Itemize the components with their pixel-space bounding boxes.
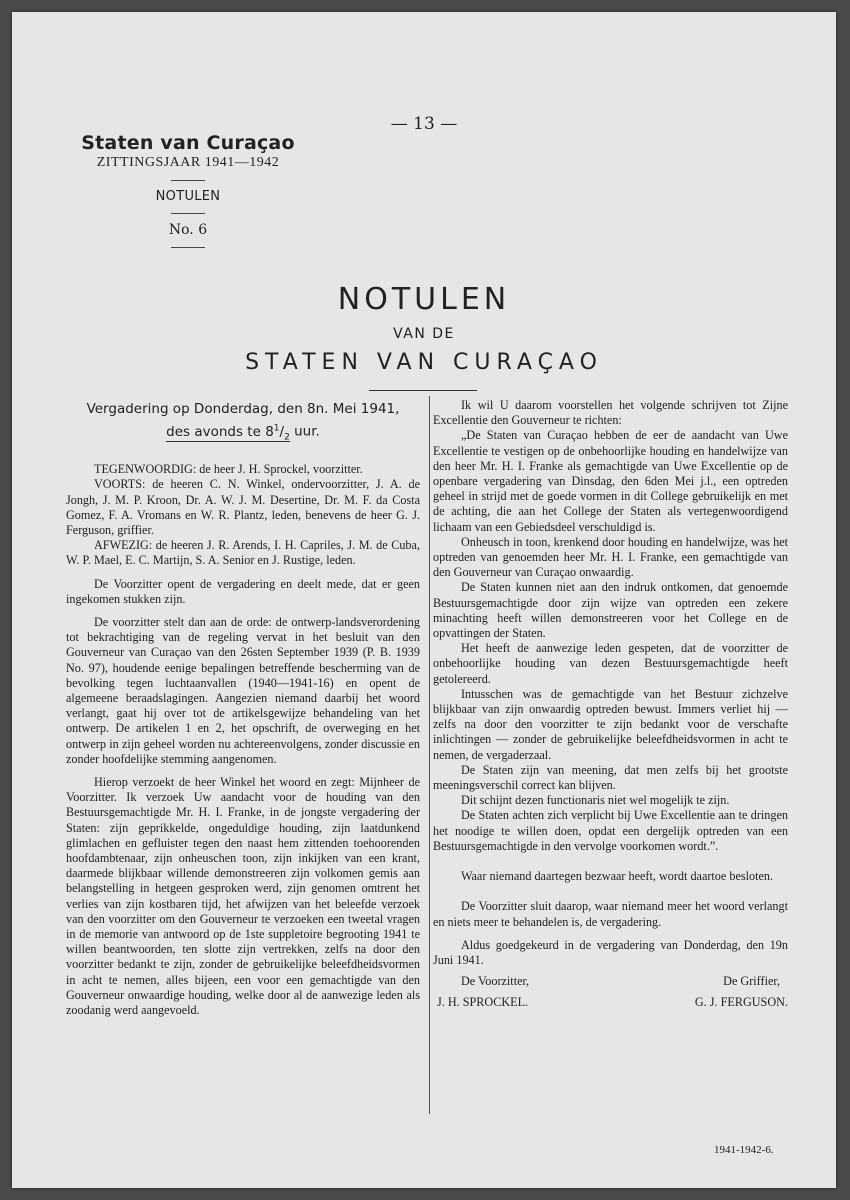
signature-roles bbox=[433, 974, 788, 989]
masthead-section: NOTULEN bbox=[155, 189, 221, 204]
masthead-divider bbox=[171, 247, 205, 248]
column-divider bbox=[429, 396, 430, 1114]
letter-paragraph: „De Staten van Curaçao hebben de eer de aandacht van Uwe Excellentie te vestigen op de onbehoorlijke houding en handelwijze van den heer Mr. H. I. Franke als gemachtigde van Uwe Excellentie op de openbare vergadering van Dinsdag, den 6den Mei j.l., een optreden geheel in strijd met de goede vormen in dit College gebruikelijk en met de achting, die aan het College der Staten als vertegenwoordigend lichaam van een Gebiedsdeel verschuldigd is. bbox=[433, 428, 788, 534]
left-column bbox=[66, 400, 420, 1018]
sub-title: VAN DE bbox=[393, 326, 455, 342]
letter-paragraph: Het heeft de aanwezige leden gespeten, dat de voorzitter de onbehoorlijke houding van dezen Bestuursgemachtigde heeft getolereerd. bbox=[433, 641, 788, 686]
agenda-paragraph: De voorzitter stelt dan aan de orde: de ontwerp-landsverordening tot bekrachtiging van de regeling vervat in het besluit van den Gouverneur van Curaçao van den 26sten September 1939 (P. B. 1939 No. 97), houdende eenige bepalingen betreffende bescherming van de bevolking tegen luchtaanvallen (1940—1941-16) en opent de algemeene beraadslagingen. Aangezien niemand daarbij het woord verlangt, gaat hij over tot de artikelsgewijze behandeling van het ontwerp. De artikelen 1 en 2, het opschrift, de overweging en het ontwerp in zijn geheel worden nu achtereenvolgens, zonder discussie en zonder hoofdelijke stemming aangenomen. bbox=[66, 615, 420, 766]
also-present-paragraph: VOORTS: de heeren C. N. Winkel, ondervoorzitter, J. A. de Jongh, J. M. P. Kroon, Dr. A. W. J. M. Desertine, Dr. M. F. da Costa Gomez, F. A. Vromans en W. R. Plantz, leden, benevens de heer G. J. Ferguson, griffier. bbox=[66, 477, 420, 537]
right-column bbox=[433, 398, 788, 1011]
opening-paragraph: De Voorzitter opent de vergadering en deelt mede, dat er geen ingekomen stukken zijn. bbox=[66, 576, 420, 606]
page-number: — 13 — bbox=[390, 114, 458, 134]
masthead-divider bbox=[171, 180, 205, 181]
title-underline bbox=[369, 390, 477, 391]
masthead-session: ZITTINGSJAAR 1941—1942 bbox=[96, 155, 280, 170]
masthead bbox=[78, 132, 298, 256]
closing-paragraph: De Voorzitter sluit daarop, waar niemand meer het woord verlangt en niets meer te behandelen is, de vergadering. bbox=[433, 899, 788, 929]
clerk-name: G. J. FERGUSON. bbox=[694, 995, 788, 1010]
masthead-title: Staten van Curaçao bbox=[81, 132, 295, 154]
letter-paragraph: Intusschen was de gemachtigde van het Bestuur zichzelve blijkbaar van zijn onwaardig optreden bewust. Immers verliet hij — zelfs na door den voorzitter te zijn bedankt voor de verschafte inlichtingen — zonder de gebruikelijke beleefdheidsvormen in acht te nemen, de vergaderzaal. bbox=[433, 686, 788, 762]
main-title: NOTULEN bbox=[337, 282, 511, 317]
present-paragraph: TEGENWOORDIG: de heer J. H. Sprockel, voorzitter. bbox=[94, 462, 363, 477]
proposal-paragraph: Ik wil U daarom voorstellen het volgende schrijven tot Zijne Excellentie den Gouverneur te richten: bbox=[433, 398, 788, 428]
chair-name: J. H. SPROCKEL. bbox=[437, 995, 529, 1010]
meeting-heading bbox=[66, 400, 420, 447]
letter-paragraph: De Staten achten zich verplicht bij Uwe Excellentie aan te dringen het noodige te willen doen, opdat een dergelijk optreden van een Bestuursgemachtigde in den vervolge voorkomen wordt.”. bbox=[433, 808, 788, 853]
meeting-date-line: Vergadering op Donderdag, den 8n. Mei 1941, bbox=[86, 401, 400, 417]
document-page bbox=[12, 12, 836, 1188]
letter-paragraph: Onheusch in toon, krenkend door houding en handelwijze, was het optreden van genoemden heer Mr. H. I. Franke, een gemachtigde van den Gouverneur van Curaçao onwaardig. bbox=[433, 534, 788, 580]
clerk-role: De Griffier, bbox=[723, 974, 780, 989]
letter-paragraph: Dit schijnt dezen functionaris niet wel mogelijk te zijn. bbox=[461, 793, 730, 808]
footer-code: 1941-1942-6. bbox=[714, 1144, 774, 1156]
letter-paragraph: De Staten kunnen niet aan den indruk ontkomen, dat genoemde Bestuursgemachtigde door zijn wijze van optreden een zekere minachting heeft willen demonstreeren voor het College en de opvattingen der Staten. bbox=[433, 580, 788, 641]
absent-paragraph: AFWEZIG: de heeren J. R. Arends, I. H. Capriles, J. M. de Cuba, W. P. Mael, E. C. Martijn, S. A. Senior en J. Rustige, leden. bbox=[66, 538, 420, 568]
masthead-divider bbox=[171, 213, 205, 214]
org-title: STATEN VAN CURAÇAO bbox=[245, 350, 603, 375]
winkel-speech-paragraph: Hierop verzoekt de heer Winkel het woord en zegt: Mijnheer de Voorzitter. Ik verzoek Uw aandacht voor de houding van den Bestuursgemachtigde Mr. H. I. Franke, in de jongste vergadering der Staten: zijn geprikkelde, ongeduldige houding, zijn laatdunkend glimlachen en gefluister tegen den naast hem zittenden toehoorenden hoofdambtenaar, zijn onheuschen toon, zijn inkijken van een krant, daarmede blijkbaar willende demonstreeren zijn volkomen gemis aan belangstelling in hetgeen gesproken werd, zijn genomen omtrent het verlies van zijn kostbaren tijd, het afwijzen van het beleefde verzoek van den voorzitter om den Gouverneur te verzoeken een tweetal vragen in de memorie van antwoord op de 1ste suppletoire begrooting 1941 te willen beantwoorden, ten slotte zijn vertrekken, zelfs na door den voorzitter bedankt te zijn, zonder de gebruikelijke beleefdheidsvormen in acht te nemen, alles bijeen, een voor een gemachtigde van den Gouverneur onwaardige houding, welke door al de aanwezige leden als zoodanig werd aangevoeld. bbox=[66, 775, 420, 1018]
approval-paragraph: Aldus goedgekeurd in de vergadering van Donderdag, den 19n Juni 1941. bbox=[433, 937, 788, 967]
chair-role: De Voorzitter, bbox=[461, 974, 530, 989]
signature-names bbox=[433, 995, 788, 1010]
meeting-time-line: des avonds te $8^1/_2$ uur. bbox=[166, 423, 320, 443]
masthead-number: No. 6 bbox=[168, 222, 208, 238]
letter-paragraph: De Staten zijn van meening, dat men zelfs bij het grootste meeningsverschil correct kan blijven. bbox=[433, 762, 788, 793]
decision-paragraph: Waar niemand daartegen bezwaar heeft, wordt daartoe besloten. bbox=[461, 869, 774, 884]
